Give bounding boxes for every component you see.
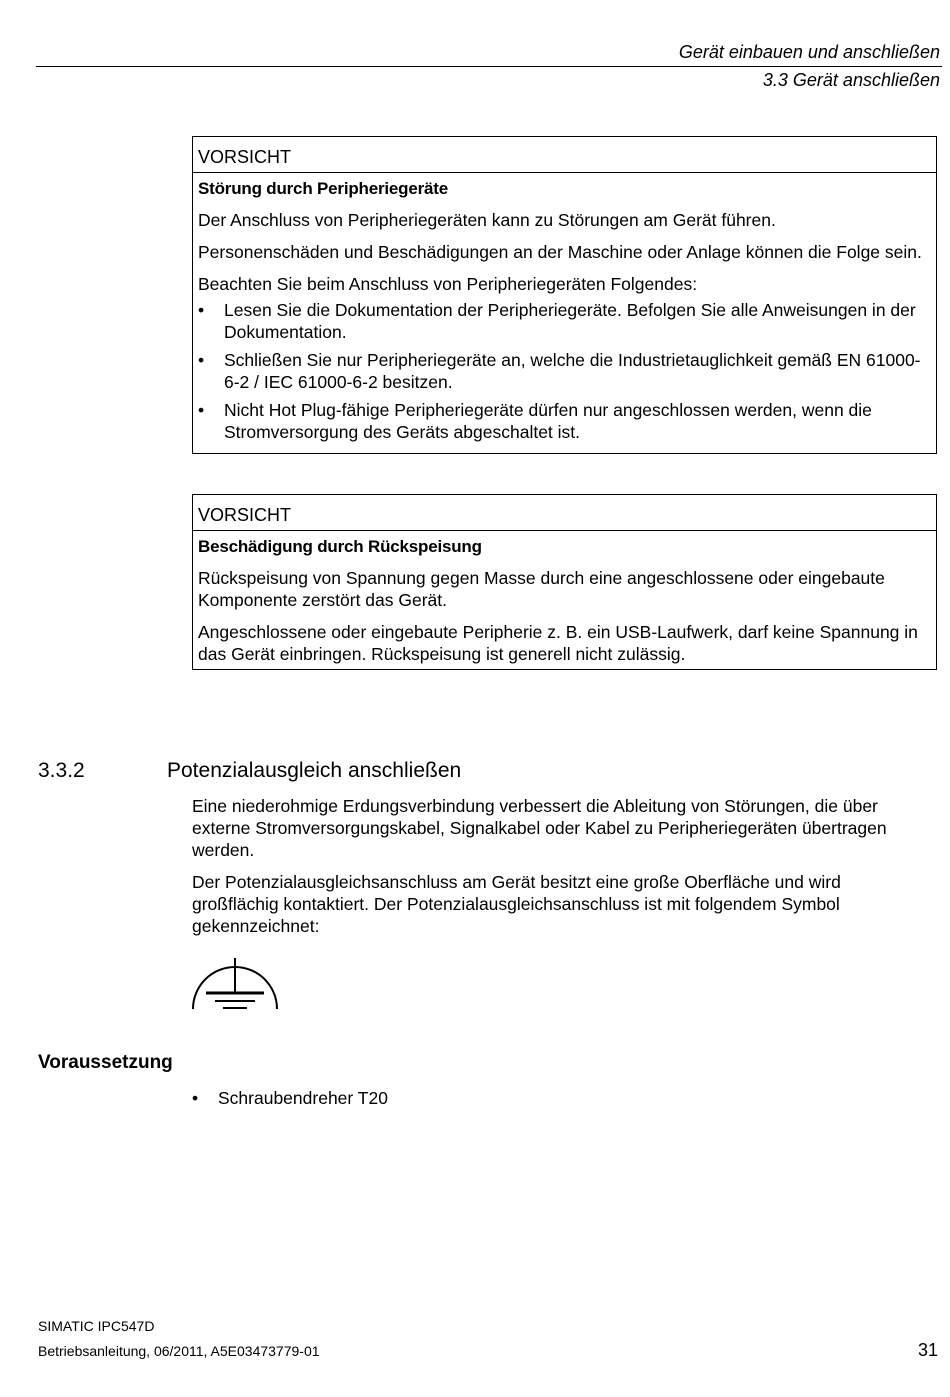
- section-paragraph: Der Potenzialausgleichsanschluss am Gerät besitzt eine große Oberfläche und wird großflächig kontaktiert. Der Potenzialausgleichsanschluss ist mit folgendem Symbol gekennzeichnet:: [192, 872, 841, 936]
- list-item-text: Nicht Hot Plug-fähige Peripheriegeräte dürfen nur angeschlossen werden, wenn die Stromversorgung des Geräts abgeschaltet ist.: [224, 400, 872, 442]
- running-header-chapter: Gerät einbauen und anschließen: [678, 42, 940, 62]
- requirements-heading: Voraussetzung: [38, 1052, 173, 1073]
- notice-heading: VORSICHT: [193, 137, 936, 173]
- notice-bullet-list: [198, 299, 931, 443]
- bullet-icon: •: [198, 350, 205, 370]
- list-item-text: Lesen Sie die Dokumentation der Peripheriegeräte. Befolgen Sie alle Anweisungen in der Dokumentation.: [224, 300, 916, 342]
- list-item-text: Schraubendreher T20: [218, 1088, 388, 1108]
- section-title: Potenzialausgleich anschließen: [167, 759, 462, 782]
- notice-body: [193, 173, 936, 453]
- footer-product: SIMATIC IPC547D: [38, 1318, 155, 1334]
- notice-subtitle: Beschädigung durch Rückspeisung: [198, 537, 482, 556]
- page-number: 31: [917, 1340, 938, 1360]
- bullet-icon: •: [198, 300, 205, 320]
- header-rule: [36, 66, 942, 67]
- notice-paragraph: Der Anschluss von Peripheriegeräten kann zu Störungen am Gerät führen.: [198, 210, 776, 230]
- notice-paragraph: Beachten Sie beim Anschluss von Peripheriegeräten Folgendes:: [198, 274, 698, 294]
- list-item: [192, 1087, 388, 1109]
- notice-subtitle: Störung durch Peripheriegeräte: [198, 179, 448, 198]
- bullet-icon: •: [192, 1088, 199, 1108]
- list-item: [198, 349, 931, 393]
- section-paragraph: Eine niederohmige Erdungsverbindung verbessert die Ableitung von Störungen, die über externe Stromversorgungskabel, Signalkabel oder Kabel zu Peripheriegeräten übertragen werden.: [192, 796, 887, 860]
- running-header-section: 3.3 Gerät anschließen: [762, 70, 940, 90]
- footer-document: Betriebsanleitung, 06/2011, A5E03473779-01: [38, 1343, 320, 1359]
- notice-paragraph: Rückspeisung von Spannung gegen Masse durch eine angeschlossene oder eingebaute Komponente zerstört das Gerät.: [198, 568, 885, 610]
- list-item-text: Schließen Sie nur Peripheriegeräte an, welche die Industrietauglichkeit gemäß EN 61000-6-2 / IEC 61000-6-2 besitzen.: [224, 350, 921, 392]
- notice-paragraph: Personenschäden und Beschädigungen an der Maschine oder Anlage können die Folge sein.: [198, 242, 922, 262]
- notice-body: [193, 531, 936, 669]
- notice-paragraph: Angeschlossene oder eingebaute Peripherie z. B. ein USB-Laufwerk, darf keine Spannung in das Gerät einbringen. Rückspeisung ist generell nicht zulässig.: [198, 622, 918, 664]
- list-item: [198, 299, 931, 343]
- protective-earth-ground-icon: [190, 955, 282, 1018]
- bullet-icon: •: [198, 400, 205, 420]
- caution-notice-backfeed: [192, 494, 937, 670]
- section-number: 3.3.2: [38, 759, 85, 782]
- notice-heading: VORSICHT: [193, 495, 936, 531]
- list-item: [198, 399, 931, 443]
- caution-notice-peripherals: [192, 136, 937, 454]
